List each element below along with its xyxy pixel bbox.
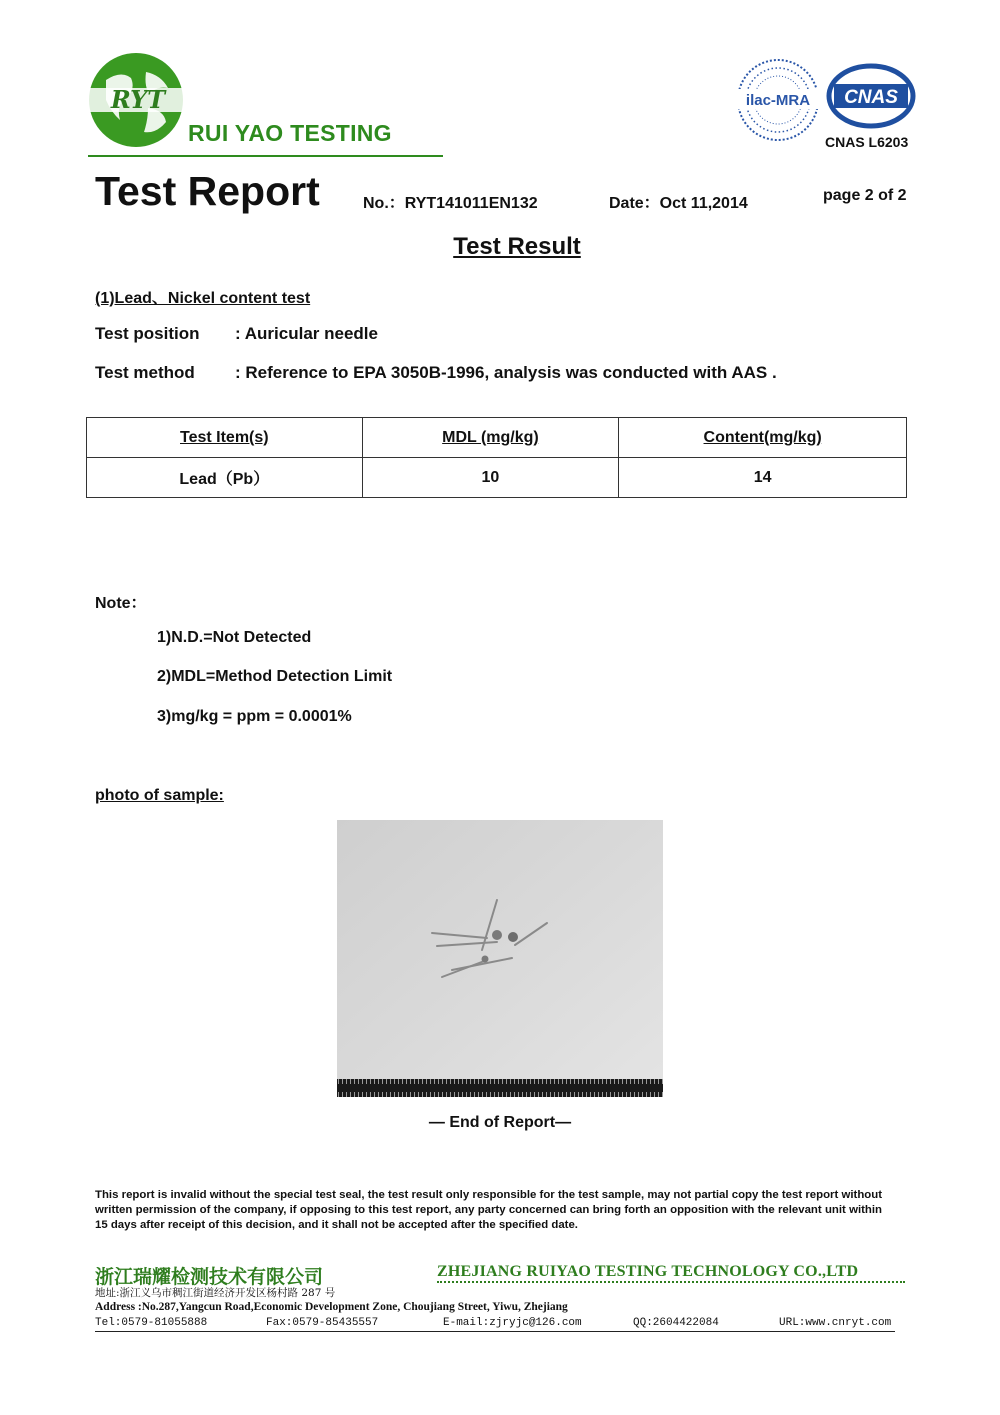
page-indicator: page 2 of 2 <box>823 187 907 204</box>
sample-photo <box>337 820 663 1097</box>
footer-dotted-rule <box>437 1281 905 1283</box>
ilac-mra-logo <box>734 56 822 144</box>
footer-qq: QQ:2604422084 <box>633 1317 719 1329</box>
header-divider <box>88 155 443 157</box>
report-title: Test Report <box>95 168 320 214</box>
test-position-label: Test position <box>95 324 200 343</box>
footer-url: URL:www.cnryt.com <box>779 1317 892 1329</box>
test-method-value: : Reference to EPA 3050B-1996, analysis was conducted with AAS . <box>235 363 777 382</box>
footer-company-name-cn: 浙江瑞耀检测技术有限公司 <box>95 1266 324 1288</box>
table-header-cell: MDL (mg/kg) <box>362 418 619 458</box>
ryt-logo <box>86 50 190 150</box>
test-position-value: : Auricular needle <box>235 324 378 343</box>
end-of-report: — End of Report— <box>428 1114 572 1131</box>
section-title: Test Result <box>453 233 581 260</box>
table-cell: 10 <box>362 458 619 498</box>
note-label: Note： <box>95 595 147 612</box>
ilac-mra-logo-icon <box>734 56 822 144</box>
table-header-row <box>87 418 907 458</box>
cnas-logo <box>826 62 916 130</box>
table-row <box>87 458 907 498</box>
results-table <box>86 417 907 498</box>
footer-address-cn: 地址:浙江义乌市稠江街道经济开发区杨村路 287 号 <box>95 1287 336 1299</box>
footer-tel: Tel:0579-81055888 <box>95 1317 208 1329</box>
test-method-label: Test method <box>95 363 195 382</box>
report-date: Date：Oct 11,2014 <box>609 195 748 212</box>
photo-label: photo of sample: <box>95 787 224 804</box>
cnas-code: CNAS L6203 <box>825 134 909 150</box>
footer-email: E-mail:zjryjc@126.com <box>443 1317 582 1329</box>
svg-text:CNAS: CNAS <box>844 87 898 108</box>
disclaimer-text: This report is invalid without the special test seal, the test result only responsible for the test sample, may not partial copy the test report without written permission of the company, if opposing to this test report, any party concerned can bring forth an opposition with the relevant unit within 15 days after receipt of this decision, and it shall not be accepted after the specified date. <box>95 1189 882 1231</box>
footer-company-name-en: ZHEJIANG RUIYAO TESTING TECHNOLOGY CO.,LTD <box>437 1263 859 1280</box>
table-cell: 14 <box>619 458 907 498</box>
company-name: RUI YAO TESTING <box>188 120 392 146</box>
footer-fax: Fax:0579-85435557 <box>266 1317 379 1329</box>
ryt-globe-logo-icon <box>86 50 190 150</box>
table-cell: Lead（Pb） <box>87 458 363 498</box>
report-number: No.：RYT141011EN132 <box>363 195 538 212</box>
note-item: 3)mg/kg = ppm = 0.0001% <box>157 708 352 725</box>
footer-divider <box>95 1331 895 1332</box>
footer-address-en: Address :No.287,Yangcun Road,Economic Development Zone, Choujiang Street, Yiwu, Zhejiang <box>95 1301 568 1313</box>
table-header-cell: Test Item(s) <box>87 418 363 458</box>
table-header-cell: Content(mg/kg) <box>619 418 907 458</box>
note-item: 2)MDL=Method Detection Limit <box>157 668 393 685</box>
cnas-logo-icon <box>826 62 916 130</box>
note-item: 1)N.D.=Not Detected <box>157 629 312 646</box>
test-heading: (1)Lead、Nickel content test <box>95 290 311 307</box>
svg-text:RYT: RYT <box>110 85 166 114</box>
svg-text:ilac-MRA: ilac-MRA <box>745 92 811 109</box>
